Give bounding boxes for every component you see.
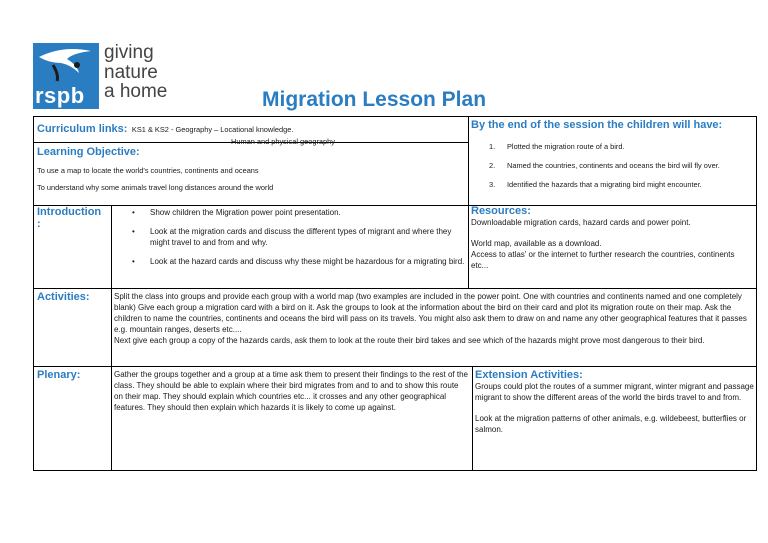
extension-paragraph: Look at the migration patterns of other animals, e.g. wildebeest, butterflies or salmon.	[475, 414, 747, 434]
introduction-content	[114, 207, 466, 275]
outcome-item: 1. Plotted the migration route of a bird.	[489, 142, 625, 151]
curriculum-links	[37, 119, 465, 147]
logo-tagline-line: a home	[104, 81, 168, 102]
curriculum-text: KS1 & KS2 - Geography – Locational knowledge.	[131, 125, 294, 134]
logo-box	[33, 43, 99, 109]
rspb-logo	[33, 43, 213, 109]
logo-brand: rspb	[35, 83, 85, 108]
extension-heading: Extension Activities:	[475, 369, 583, 381]
learning-objective	[37, 146, 465, 193]
objective-item: To use a map to locate the world's countries, continents and oceans	[37, 166, 259, 175]
introduction-heading: Introduction	[37, 206, 102, 218]
objective-item: To understand why some animals travel long distances around the world	[37, 183, 274, 192]
extension-activities	[475, 370, 755, 435]
outcomes-heading: By the end of the session the children will have:	[471, 119, 723, 131]
plenary-text: Gather the groups together and a group at a time ask them to present their findings to the rest of the class. They should be able to explain where their bird migrates from and to and to show this route on their map. They should explain which countries etc... it crosses and any other geographical features. They should then explain which hazards it is likely to come up against.	[114, 370, 468, 412]
plenary-label	[37, 369, 109, 381]
outcome-item: 2. Named the countries, continents and oceans the bird will fly over.	[489, 161, 720, 170]
introduction-heading-colon: :	[37, 218, 41, 230]
resources-line: Downloadable migration cards, hazard cards and power point.	[471, 218, 691, 227]
logo-tagline-line: giving	[104, 42, 154, 63]
plenary-content	[114, 369, 468, 413]
resources	[471, 206, 753, 271]
activities-content	[114, 291, 754, 346]
logo-tagline-line: nature	[104, 61, 158, 83]
introduction-item: • Show children the Migration power point presentation.	[114, 207, 466, 218]
resources-line: World map, available as a download.	[471, 239, 602, 248]
objective-heading: Learning Objective:	[37, 146, 140, 158]
curriculum-text-2: Human and physical geography	[231, 137, 335, 146]
lesson-plan-table	[33, 116, 757, 471]
curriculum-heading: Curriculum links:	[37, 123, 128, 135]
activities-paragraph: Split the class into groups and provide each group with a world map (two examples are included in the power point. One with countries and continents named and one completely blank) Give each group a migration card with a bird on it. Ask the groups to look at the information about the bird on their card and plot its migration route on their map. Ask the children to name the countries, continents and oceans the bird will pass on its travels. You might also ask them to draw on and name any other geographical features that it passes e.g. mountain ranges, deserts etc....	[114, 292, 747, 334]
resources-line: Access to atlas' or the internet to further research the countries, continents etc...	[471, 250, 735, 270]
introduction-item: • Look at the migration cards and discuss the different types of migrant and where they might travel to and from and why.	[114, 226, 466, 248]
resources-heading: Resources:	[471, 205, 531, 217]
session-outcomes	[471, 119, 755, 199]
logo-tagline	[104, 43, 167, 102]
introduction-label	[37, 206, 109, 230]
activities-label	[37, 291, 109, 303]
activities-heading: Activities:	[37, 291, 90, 303]
page-title: Migration Lesson Plan	[262, 88, 487, 111]
introduction-item: • Look at the hazard cards and discuss why these might be hazardous for a migrating bird.	[114, 256, 466, 267]
activities-paragraph: Next give each group a copy of the hazards cards, ask them to look at the route their bird takes and see which of the hazards might prove most dangerous to their bird.	[114, 336, 705, 345]
bird-logo-icon	[33, 43, 99, 83]
plenary-heading: Plenary:	[37, 369, 81, 381]
extension-paragraph: Groups could plot the routes of a summer migrant, winter migrant and passage migrant to show the different areas of the world the birds travel to and from.	[475, 382, 754, 402]
outcome-item: 3. Identified the hazards that a migrating bird might encounter.	[489, 180, 702, 189]
